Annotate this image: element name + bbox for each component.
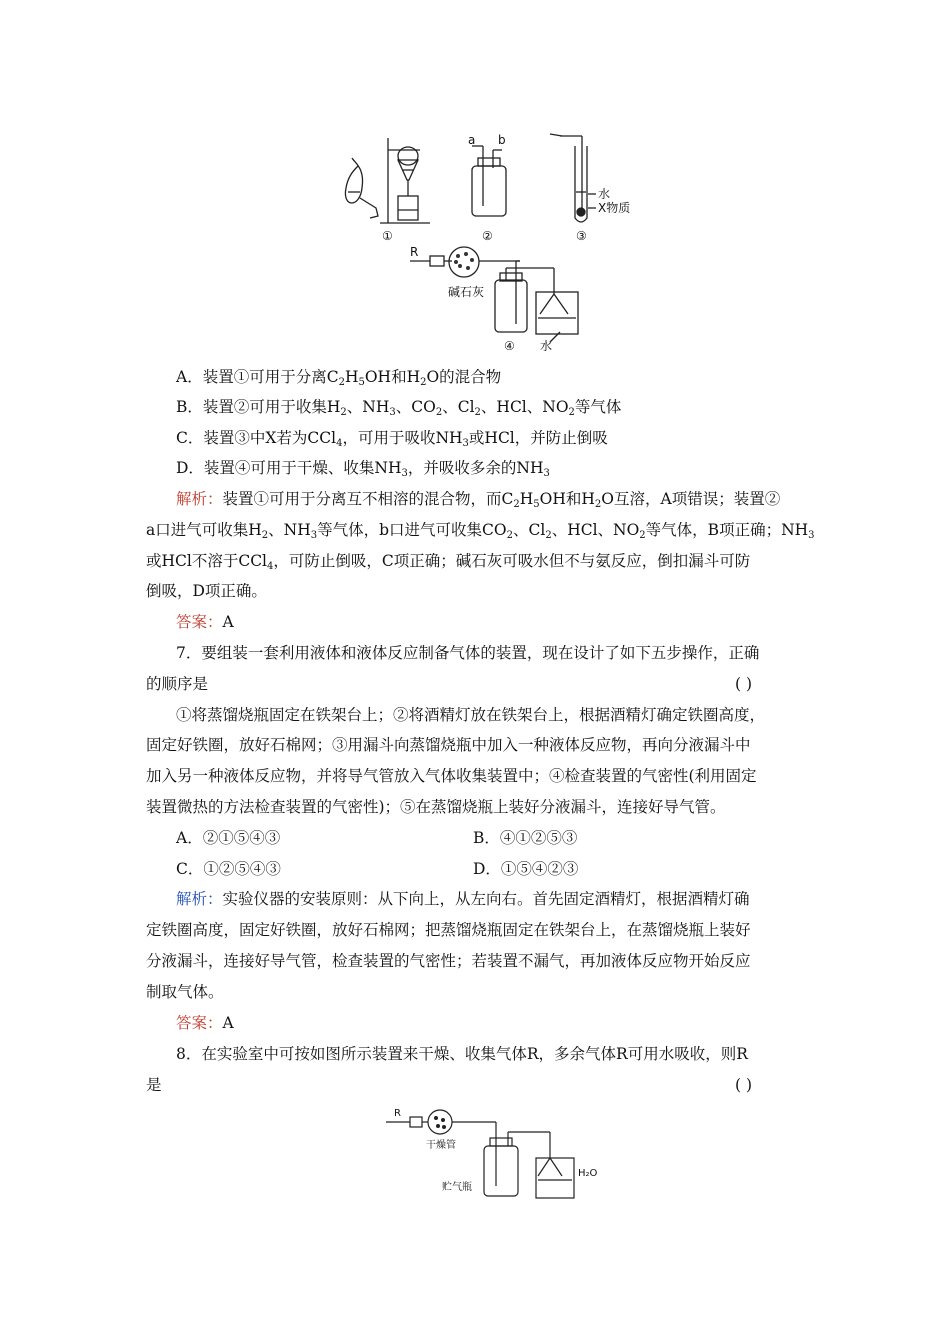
q6-analysis-line-3 [146,550,750,572]
q8-stem-line-2 [146,1074,796,1096]
text: O的混合物 [426,368,502,386]
apparatus-3-test-tube [550,134,596,222]
q7-stem-line-2 [146,673,796,695]
text: 的顺序是 [146,675,209,693]
q7-stem-line-6: 装置微热的方法检查装置的气密性)；⑤在蒸馏烧瓶上装好分液漏斗，连接好导气管。 [146,798,726,816]
label-r-2: R [394,1108,401,1119]
label-water-4: 水 [540,339,553,353]
sub: 2 [338,377,345,388]
q6-option-c [176,427,608,449]
text: 、Cl [512,521,546,539]
text: 、HCl、NO [480,398,569,416]
q7-option-a: A．②①⑤④③ [176,829,281,847]
sub: 2 [474,407,481,418]
sub: 3 [401,468,408,479]
text: 、HCl、NO [551,521,640,539]
label-circle-4: ④ [504,339,515,353]
sub: 5 [533,499,540,510]
sub: 3 [462,438,469,449]
analysis-label: 解析： [176,490,223,508]
q7-options-row-1 [176,827,676,849]
sub: 3 [808,530,815,541]
q7-analysis-line-1 [176,888,750,910]
text: O互溶，A项错误；装置② [601,490,781,508]
q7-answer [176,1012,234,1034]
text: a口进气可收集H [146,521,262,539]
text: A．装置①可用于分离C [176,368,339,386]
text: ，并吸收多余的NH [407,459,544,477]
sub: 4 [336,438,343,449]
sub: 2 [594,499,602,510]
q7-stem-line-4: 固定好铁圈，放好石棉网；③用漏斗向蒸馏烧瓶中加入一种液体反应物，再向分液漏斗中 [146,736,751,754]
label-r: R [410,245,419,259]
sub: 2 [261,530,269,541]
label-b: b [498,133,506,147]
answer-label: 答案： [176,1014,223,1032]
apparatus-1-separatory-funnel [345,138,430,223]
label-water-3: 水 [598,187,611,201]
q6-analysis-line-1 [176,488,780,510]
q6-option-d [176,457,550,479]
answer-label: 答案： [176,613,223,631]
text: 、NH [346,398,390,416]
q6-option-a [176,366,501,388]
text: 、Cl [442,398,475,416]
sub: 2 [568,407,575,418]
text: ，可防止倒吸，C项正确；碱石灰可吸水但不与氨反应，倒扣漏斗可防 [273,552,751,570]
text: 等气体，B项正确；NH [645,521,809,539]
apparatus-4-dry-collect [410,247,578,342]
sub: 3 [389,407,396,418]
q7-stem-line-3: ①将蒸馏烧瓶固定在铁架台上；②将酒精灯放在铁架台上，根据酒精灯确定铁圈高度， [176,706,766,724]
label-h2o: H₂O [578,1168,598,1179]
label-circle-3: ③ [576,229,587,243]
q7-options-row-2 [176,858,676,880]
text: D．装置④可用于干燥、收集NH [176,459,402,477]
q6-answer [176,611,234,633]
analysis-label: 解析： [176,890,223,908]
q7-stem-line-5: 加入另一种液体反应物，并将导气管放入气体收集装置中；④检查装置的气密性(利用固定 [146,767,757,785]
label-circle-2: ② [482,229,493,243]
sub: 4 [267,561,274,572]
label-circle-1: ① [382,229,393,243]
text: B．装置②可用于收集H [176,398,341,416]
text: OH和H [364,368,421,386]
answer-blank: ( ) [735,1076,753,1094]
text: 、CO [395,398,436,416]
text: 等气体，b口进气可收集CO [317,521,507,539]
text: ，可用于吸收NH [342,429,463,447]
apparatus-figure-1 [340,128,680,358]
sub: 2 [506,530,513,541]
text: 装置①可用于分离互不相溶的混合物，而C [222,490,514,508]
q7-analysis-line-4: 制取气体。 [146,983,224,1001]
q7-analysis-line-3: 分液漏斗，连接好导气管，检查装置的气密性；若装置不漏气，再加液体反应物开始反应 [146,952,751,970]
text: 或HCl不溶于CCl [146,552,268,570]
sub: 2 [513,499,520,510]
q8-stem-line-1: 8．在实验室中可按如图所示装置来干燥、收集气体R，多余气体R可用水吸收，则R [176,1045,748,1063]
sub: 2 [545,530,552,541]
label-soda-lime: 碱石灰 [448,285,485,299]
label-drying-tube: 干燥管 [426,1140,456,1151]
text: H [519,490,534,508]
apparatus-figure-2 [380,1102,630,1202]
q6-analysis-line-2 [146,519,815,541]
sub: 5 [358,377,365,388]
text: H [344,368,359,386]
q7-option-b: B．④①②⑤③ [473,829,578,847]
q7-analysis-line-2: 定铁圈高度，固定好铁圈，放好石棉网；把蒸馏烧瓶固定在铁架台上，在蒸馏烧瓶上装好 [146,921,751,939]
label-storage-bottle: 贮气瓶 [442,1182,472,1193]
answer-value: A [222,613,234,631]
text: 或HCl，并防止倒吸 [468,429,608,447]
q7-option-d: D．①⑤④②③ [473,860,579,878]
text: 实验仪器的安装原则：从下向上，从左向右。首先固定酒精灯，根据酒精灯确 [222,890,750,908]
sub: 2 [435,407,443,418]
text: 等气体 [574,398,622,416]
q6-analysis-line-4: 倒吸，D项正确。 [146,582,267,600]
sub: 2 [420,377,427,388]
q7-stem-line-1: 7．要组装一套利用液体和液体反应制备气体的装置，现在设计了如下五步操作，正确 [176,644,760,662]
apparatus-2-gas-bottle [472,146,506,216]
sub: 3 [543,468,550,479]
q7-option-c: C．①②⑤④③ [176,860,281,878]
sub: 2 [639,530,646,541]
text: OH和H [539,490,595,508]
answer-value: A [222,1014,234,1032]
text: 、NH [268,521,311,539]
sub: 3 [310,530,318,541]
q6-option-b [176,396,621,418]
text: C．装置③中X若为CCl [176,429,337,447]
text: 是 [146,1076,162,1094]
answer-blank: ( ) [735,675,753,693]
label-x-substance: X物质 [598,201,631,215]
sub: 2 [340,407,347,418]
label-a: a [468,133,476,147]
